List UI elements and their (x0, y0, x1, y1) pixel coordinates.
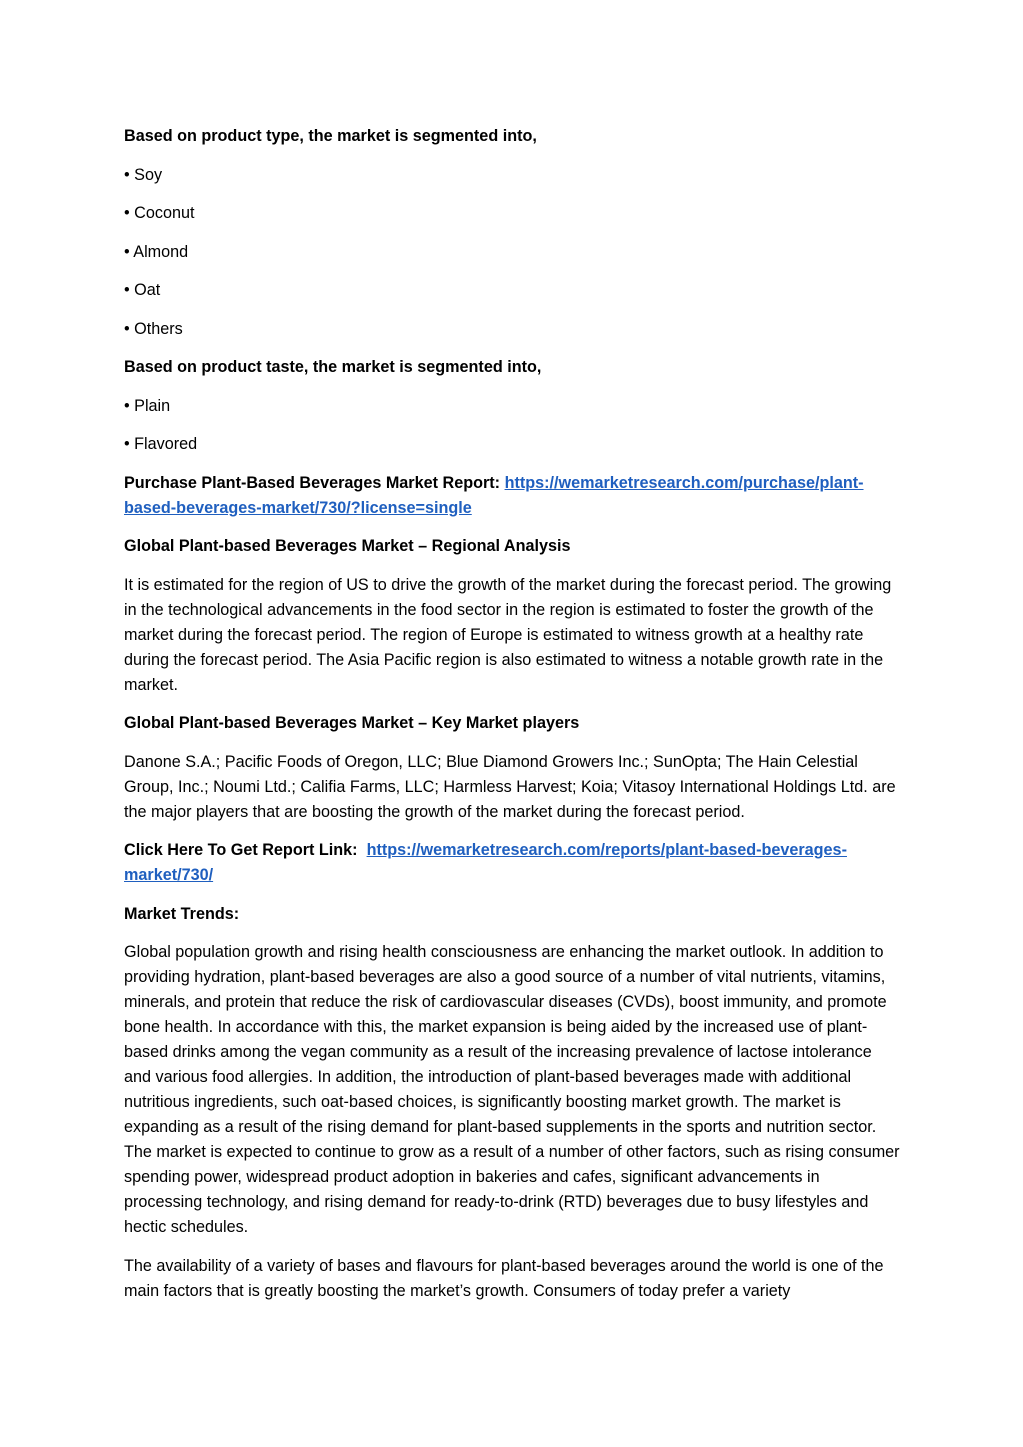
players-heading: Global Plant-based Beverages Market – Key Market players (124, 714, 580, 732)
product-taste-list (124, 394, 900, 458)
trends-paragraph-2: The availability of a variety of bases and flavours for plant-based beverages around the world is one of the main factors that is greatly boosting the market’s growth. Consumers of today prefer a variety (124, 1256, 884, 1300)
list-item: • Plain (124, 396, 171, 415)
regional-text: It is estimated for the region of US to drive the growth of the market during the forecast period. The growing in the technological advancements in the food sector in the region is estimated to foster the growth of the market during the forecast period. The region of Europe is estimated to witness growth at a healthy rate during the forecast period. The Asia Pacific region is also estimated to witness a notable growth rate in the market. (124, 575, 892, 694)
players-text: Danone S.A.; Pacific Foods of Oregon, LLC; Blue Diamond Growers Inc.; SunOpta; The Hain Celestial Group, Inc.; Noumi Ltd.; Califia Farms, LLC; Harmless Harvest; Koia; Vitasoy International Holdings Ltd. are the major players that are boosting the growth of the market during the forecast period. (124, 752, 896, 821)
list-item: • Oat (124, 281, 161, 299)
product-type-heading: Based on product type, the market is segmented into, (124, 127, 537, 145)
list-item: • Flavored (124, 435, 198, 453)
list-item: • Others (124, 319, 183, 338)
list-item: • Soy (124, 165, 163, 184)
document-page (124, 124, 900, 1317)
regional-heading: Global Plant-based Beverages Market – Regional Analysis (124, 537, 571, 555)
report-line (124, 838, 900, 888)
trends-heading: Market Trends: (124, 904, 240, 923)
purchase-link[interactable]: https://wemarketresearch.com/purchase/plant-based-beverages-market/730/?license=single (124, 473, 864, 517)
product-taste-heading: Based on product taste, the market is segmented into, (124, 358, 542, 376)
trends-paragraph-1: Global population growth and rising health consciousness are enhancing the market outlook. In addition to providing hydration, plant-based beverages are also a good source of a number of vital nutrients, vitamins, minerals, and protein that reduce the risk of cardiovascular diseases (CVDs), boost immunity, and promote bone health. In accordance with this, the market expansion is being aided by the increased use of plant-based drinks among the vegan community as a result of the increasing prevalence of lactose intolerance and various food allergies. In addition, the introduction of plant-based beverages made with additional nutritious ingredients, such oat-based choices, is significantly boosting market growth. The market is expanding as a result of the rising demand for plant-based supplements in the sports and nutrition sector. The market is expected to continue to grow as a result of a number of other factors, such as rising consumer spending power, widespread product adoption in bakeries and cafes, significant advancements in processing technology, and rising demand for ready-to-drink (RTD) beverages due to busy lifestyles and hectic schedules. (124, 943, 900, 1236)
purchase-line (124, 471, 900, 521)
purchase-label: Purchase Plant-Based Beverages Market Report: (124, 473, 505, 492)
report-link[interactable]: https://wemarketresearch.com/reports/plant-based-beverages-market/730/ (124, 841, 847, 884)
report-label: Click Here To Get Report Link: (124, 841, 367, 859)
list-item: • Coconut (124, 204, 195, 222)
product-type-list (124, 163, 900, 342)
list-item: • Almond (124, 242, 189, 261)
